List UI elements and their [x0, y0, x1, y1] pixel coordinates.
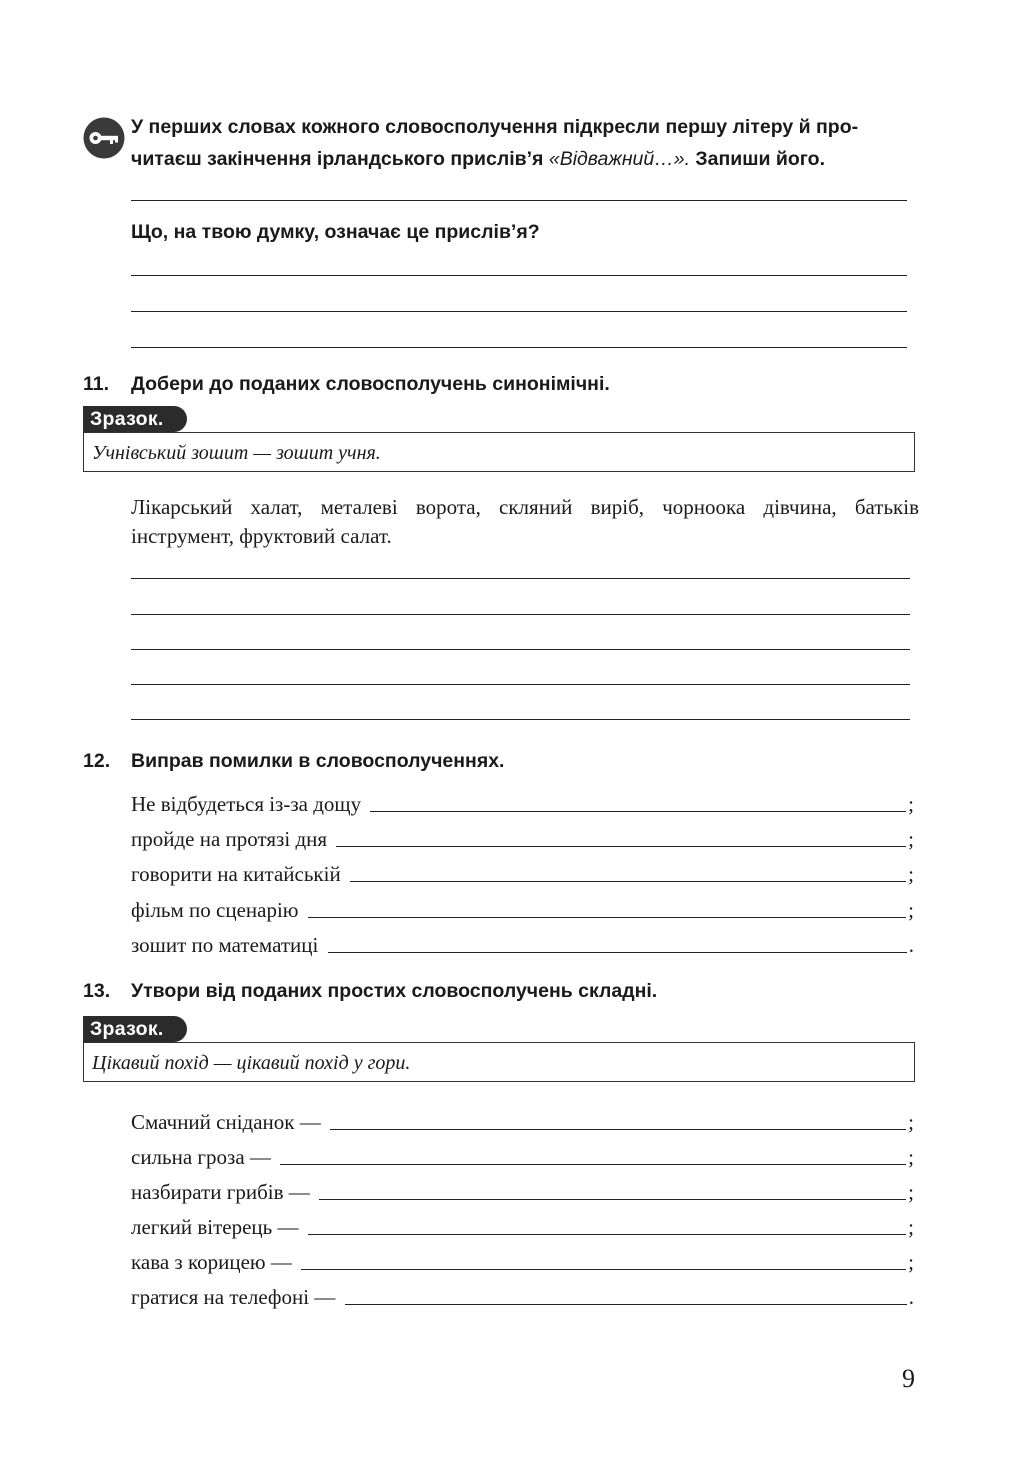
task10-instruction-line2	[131, 143, 931, 175]
proverb-start: «Відважний…».	[548, 148, 690, 170]
answer-blank[interactable]	[301, 1268, 906, 1270]
phrase-label: фільм по сценарію	[131, 898, 304, 922]
task13-number: 13.	[83, 980, 111, 1002]
correction-row	[131, 894, 914, 922]
punctuation: ;	[908, 827, 914, 851]
answer-blank[interactable]	[370, 810, 906, 812]
punctuation: ;	[908, 792, 914, 816]
phrase-label: Не відбудеться із-за дощу	[131, 792, 367, 816]
expansion-row	[131, 1176, 914, 1204]
task13-sample-text: Цікавий похід — цікавий похід у гори.	[92, 1052, 411, 1074]
answer-blank[interactable]	[308, 1233, 906, 1235]
punctuation: ;	[908, 1250, 914, 1274]
punctuation: .	[908, 1285, 914, 1309]
correction-row	[131, 929, 914, 957]
answer-line[interactable]	[131, 200, 907, 201]
expansion-row	[131, 1141, 914, 1169]
task13-sample-label: Зразок.	[83, 1016, 187, 1042]
expansion-row	[131, 1281, 914, 1309]
phrase-label: гратися на телефоні —	[131, 1285, 341, 1309]
punctuation: ;	[908, 862, 914, 886]
task10-instruction-text: читаєш закінчення ірландського прислів’я	[131, 148, 549, 170]
answer-line[interactable]	[131, 275, 907, 276]
correction-row	[131, 788, 914, 816]
punctuation: ;	[908, 1110, 914, 1134]
expansion-row	[131, 1211, 914, 1239]
punctuation: .	[908, 933, 914, 957]
task12-title: Виправ помилки в словосполученнях.	[131, 750, 505, 772]
phrase-label: назбирати грибів —	[131, 1180, 316, 1204]
task11-number: 11.	[83, 373, 110, 395]
answer-line[interactable]	[131, 347, 907, 348]
answer-line[interactable]	[131, 719, 910, 720]
task11-sample-label: Зразок.	[83, 406, 187, 432]
task12-number: 12.	[83, 750, 111, 772]
expansion-row	[131, 1246, 914, 1274]
answer-blank[interactable]	[336, 845, 906, 847]
correction-row	[131, 823, 914, 851]
phrase-label: пройде на протязі дня	[131, 827, 333, 851]
task13-sample-box	[83, 1042, 915, 1082]
answer-blank[interactable]	[319, 1198, 906, 1200]
punctuation: ;	[908, 1180, 914, 1204]
page-number: 9	[902, 1364, 915, 1393]
expansion-row	[131, 1106, 914, 1134]
answer-line[interactable]	[131, 311, 907, 312]
task10-instruction-end: Запиши його.	[690, 148, 825, 170]
phrase-label: легкий вітерець —	[131, 1215, 304, 1239]
punctuation: ;	[908, 898, 914, 922]
phrase-label: кава з корицею —	[131, 1250, 298, 1274]
punctuation: ;	[908, 1145, 914, 1169]
task11-sample-box	[83, 432, 915, 472]
task11-title: Добери до поданих словосполучень синонімічні.	[131, 373, 610, 395]
answer-line[interactable]	[131, 684, 910, 685]
task10-instruction	[131, 111, 931, 175]
phrase-label: зошит по математиці	[131, 933, 324, 957]
punctuation: ;	[908, 1215, 914, 1239]
task10-question: Що, на твою думку, означає це прислів’я?	[131, 221, 540, 243]
task11-body: Лікарський халат, металеві ворота, скляний виріб, чорноока дівчина, батьків інструмент, фруктовий салат.	[131, 495, 919, 548]
answer-blank[interactable]	[308, 916, 906, 918]
answer-blank[interactable]	[330, 1128, 906, 1130]
task13-title: Утвори від поданих простих словосполучень складні.	[131, 980, 658, 1002]
phrase-label: Смачний сніданок —	[131, 1110, 326, 1134]
answer-line[interactable]	[131, 614, 910, 615]
answer-blank[interactable]	[328, 951, 907, 953]
phrase-label: сильна гроза —	[131, 1145, 277, 1169]
answer-blank[interactable]	[280, 1163, 906, 1165]
key-icon	[83, 117, 125, 159]
answer-line[interactable]	[131, 649, 910, 650]
correction-row	[131, 858, 914, 886]
answer-line[interactable]	[131, 578, 910, 579]
task10-instruction-line1: У перших словах кожного словосполучення підкресли першу літеру й про-	[131, 116, 859, 138]
answer-blank[interactable]	[350, 880, 906, 882]
phrase-label: говорити на китайській	[131, 862, 346, 886]
task11-sample-text: Учнівський зошит — зошит учня.	[92, 442, 381, 464]
answer-blank[interactable]	[345, 1303, 907, 1305]
